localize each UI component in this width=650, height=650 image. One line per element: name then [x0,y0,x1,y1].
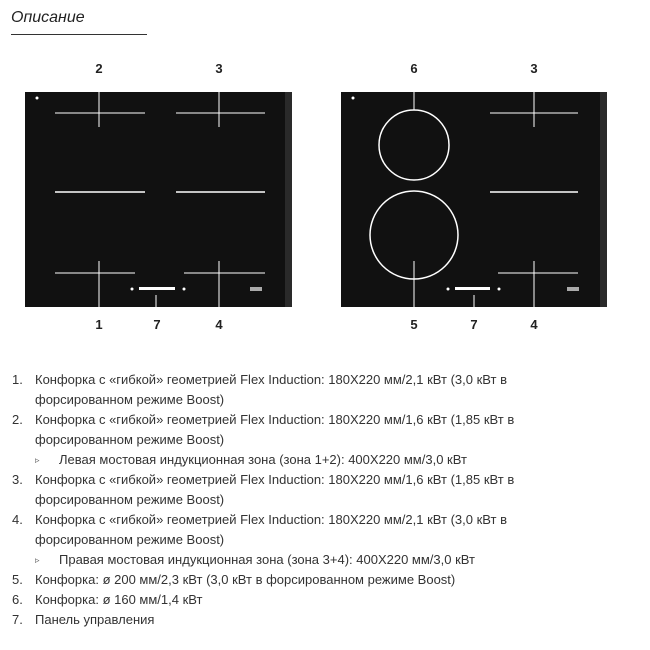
callout-2: 2 [95,61,103,76]
spec-text: форсированном режиме Boost) [35,432,225,447]
spec-text: Конфорка с «гибкой» геометрией Flex Induction: 180X220 мм/2,1 кВт (3,0 кВт в [35,372,508,387]
spec-row [0,390,650,410]
callout-3: 3 [215,61,223,76]
spec-text: Конфорка с «гибкой» геометрией Flex Induction: 180X220 мм/1,6 кВт (1,85 кВт в [35,472,515,487]
spec-subrow [0,450,650,470]
bullet-arrow-icon: ▹ [35,455,40,465]
right-hob [341,61,607,332]
spec-row [0,610,650,630]
title-underline [11,34,147,35]
spec-subrow [0,550,650,570]
left-hob-edge [285,92,292,307]
left-hob [25,61,292,332]
bullet-arrow-icon: ▹ [35,555,40,565]
spec-row [0,570,650,590]
right-hob-edge [600,92,607,307]
spec-text: форсированном режиме Boost) [35,392,225,407]
callout-7: 7 [153,317,161,332]
control-slider [455,287,490,290]
spec-number: 1. [12,372,23,387]
control-indicator [567,287,579,291]
spec-row [0,530,650,550]
spec-text: Конфорка с «гибкой» геометрией Flex Induction: 180X220 мм/2,1 кВт (3,0 кВт в [35,512,508,527]
control-dot [183,288,186,291]
spec-row [0,410,650,430]
callout-1: 1 [95,317,103,332]
spec-row [0,370,650,390]
spec-row [0,590,650,610]
spec-text: Конфорка с «гибкой» геометрией Flex Induction: 180X220 мм/1,6 кВт (1,85 кВт в [35,412,515,427]
callout-4: 4 [530,317,538,332]
spec-list [0,370,650,630]
spec-row [0,430,650,450]
control-indicator [250,287,262,291]
spec-text: форсированном режиме Boost) [35,532,225,547]
spec-text: Конфорка: ø 160 мм/1,4 кВт [35,592,203,607]
callout-6: 6 [410,61,418,76]
spec-text: Левая мостовая индукционная зона (зона 1+2): 400X220 мм/3,0 кВт [59,452,467,467]
callout-3: 3 [530,61,538,76]
spec-row [0,470,650,490]
spec-number: 7. [12,612,23,627]
control-dot [447,288,450,291]
spec-text: форсированном режиме Boost) [35,492,225,507]
spec-text: Панель управления [35,612,155,627]
left-hob-glass [25,92,292,307]
spec-number: 4. [12,512,23,527]
control-slider [139,287,175,290]
callout-5: 5 [410,317,418,332]
spec-number: 5. [12,572,23,587]
spec-number: 3. [12,472,23,487]
right-hob-marker [352,97,355,100]
spec-number: 6. [12,592,23,607]
left-hob-marker [36,97,39,100]
section-title: Описание [11,9,85,26]
spec-row [0,490,650,510]
callout-7: 7 [470,317,478,332]
spec-number: 2. [12,412,23,427]
spec-row [0,510,650,530]
control-dot [498,288,501,291]
cooktop-diagrams [0,55,650,345]
control-dot [131,288,134,291]
spec-text: Конфорка: ø 200 мм/2,3 кВт (3,0 кВт в форсированном режиме Boost) [35,572,456,587]
right-hob-glass [341,92,607,307]
callout-4: 4 [215,317,223,332]
spec-text: Правая мостовая индукционная зона (зона 3+4): 400X220 мм/3,0 кВт [59,552,475,567]
